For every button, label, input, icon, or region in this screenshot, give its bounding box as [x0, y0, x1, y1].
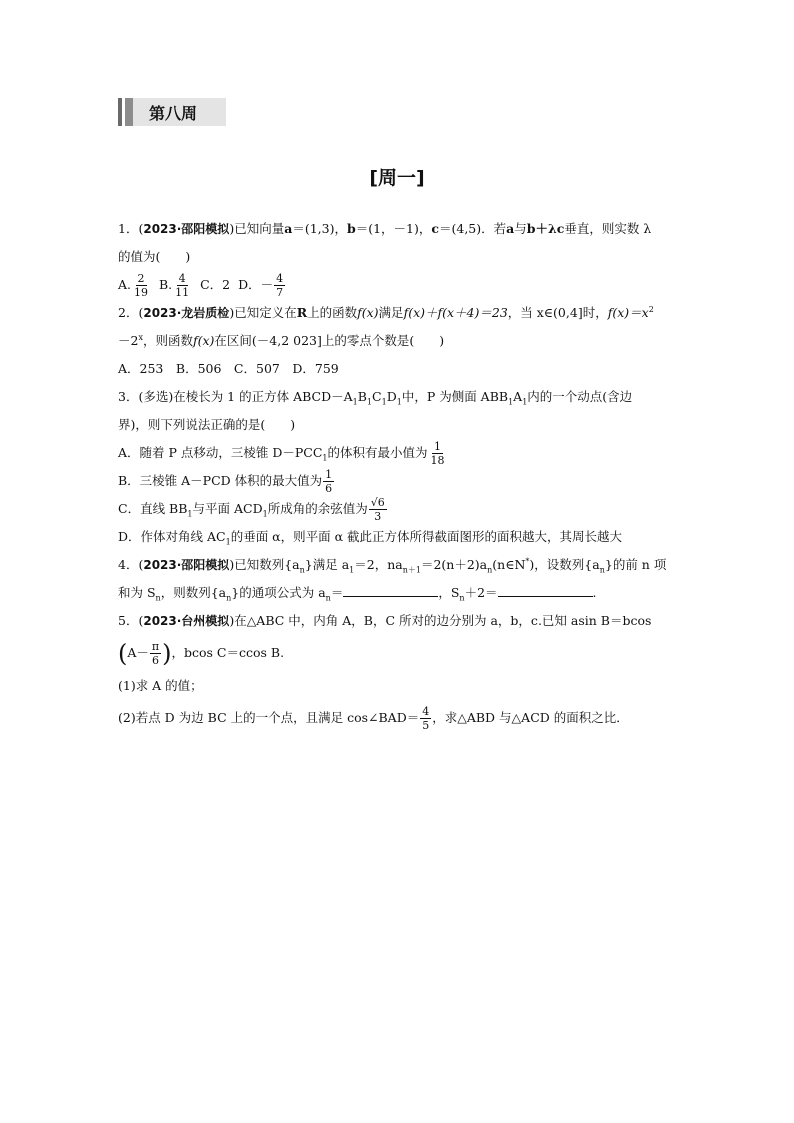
fraction: $\frac{4}{5}$	[422, 704, 430, 732]
answer-blank-2[interactable]	[498, 583, 593, 597]
question-3-line-2: 界)，则下列说法正确的是( )	[118, 417, 296, 432]
question-3-option-d: D．作体对角线 $AC_1$的垂面 α，则平面 α 截此正方体所得截面图形的面积越大，其周长越大	[118, 529, 622, 547]
question-3-option-c: C．直线 $BB_1$与平面 $ACD_1$所成角的余弦值为 $\frac{√6}{3}$	[118, 496, 385, 523]
question-2-line-1: 2．(2023·龙岩质检)已知定义在R上的函数f(x)满足f(x)＋f(x＋4)＝23，当 x∈(0,4]时，$f(x)=x^2$	[118, 304, 654, 320]
question-2-options: A．253 B．506 C．507 D．759	[118, 361, 339, 376]
fraction: $\frac{4}{11}$	[175, 272, 190, 299]
day-title: [周一]	[369, 167, 425, 189]
question-5-part-2: (2)若点 D 为边 BC 上的一个点，且满足 cos∠BAD＝ $\frac{4}{5}$ ，求△ABD 与△ACD 的面积之比．	[118, 704, 629, 732]
question-4-line-1: 4．(2023·邵阳模拟)已知数列$\{a_n\}$满足 $a_1=2$，$na_{n+1}=2(n+2)a_n(n\in N^*)$，设数列$\{a_n\}$的前 n 项	[118, 556, 667, 575]
question-1-line-1: 1．(2023·邵阳模拟)已知向量a＝(1,3)，b＝(1，－1)，c＝(4,5)．若a与b＋λc垂直，则实数 λ	[118, 221, 652, 236]
tag-bar-light	[125, 98, 133, 126]
fraction: $\frac{2}{19}$	[134, 272, 149, 299]
question-1-options: A. $\frac{2}{19}$ B. $\frac{4}{11}$ C．2 D．－ $\frac{4}{7}$	[118, 272, 284, 299]
fraction: $\frac{4}{7}$	[276, 272, 284, 299]
fraction: $\frac{1}{18}$	[430, 440, 445, 467]
question-5-line-1: 5．(2023·台州模拟)在△ABC 中，内角 A，B，C 所对的边分别为 a，b，c.已知 asin B＝bcos	[118, 613, 652, 628]
question-2-line-2: $-2^x$，则函数f(x)在区间(－4,2 023]上的零点个数是( )	[118, 332, 445, 348]
answer-blank-1[interactable]	[343, 583, 438, 597]
week-tag	[118, 98, 226, 126]
question-list	[118, 215, 678, 736]
question-3-option-b: B．三棱锥 A－PCD 体积的最大值为 $\frac{1}{6}$	[118, 468, 333, 495]
question-4-line-2: 和为 $S_n$，则数列$\{a_n\}$的通项公式为 $a_n=$ ，$S_n+2=$ .	[118, 585, 597, 603]
week-label: 第八周	[149, 103, 198, 123]
question-5-part-1: (1)求 A 的值；	[118, 677, 203, 693]
question-3-option-a: A．随着 P 点移动，三棱锥 $D-PCC_1$的体积有最小值为 $\frac{1}{18}$	[118, 440, 445, 467]
question-5-line-2: (A－ $\frac{\pi}{6}$ )，bcos C＝ccos B.	[118, 639, 285, 668]
fraction: $\frac{1}{6}$	[325, 468, 333, 495]
question-3-line-1: 3．(多选)在棱长为 1 的正方体 $ABCD-A_1B_1C_1D_1$中，P 为侧面 $ABB_1A_1$内的一个动点(含边	[118, 389, 633, 407]
fraction: $\frac{\pi}{6}$	[151, 640, 160, 667]
fraction: $\frac{√6}{3}$	[370, 496, 385, 523]
question-1-line-2: 的值为( )	[118, 249, 191, 264]
